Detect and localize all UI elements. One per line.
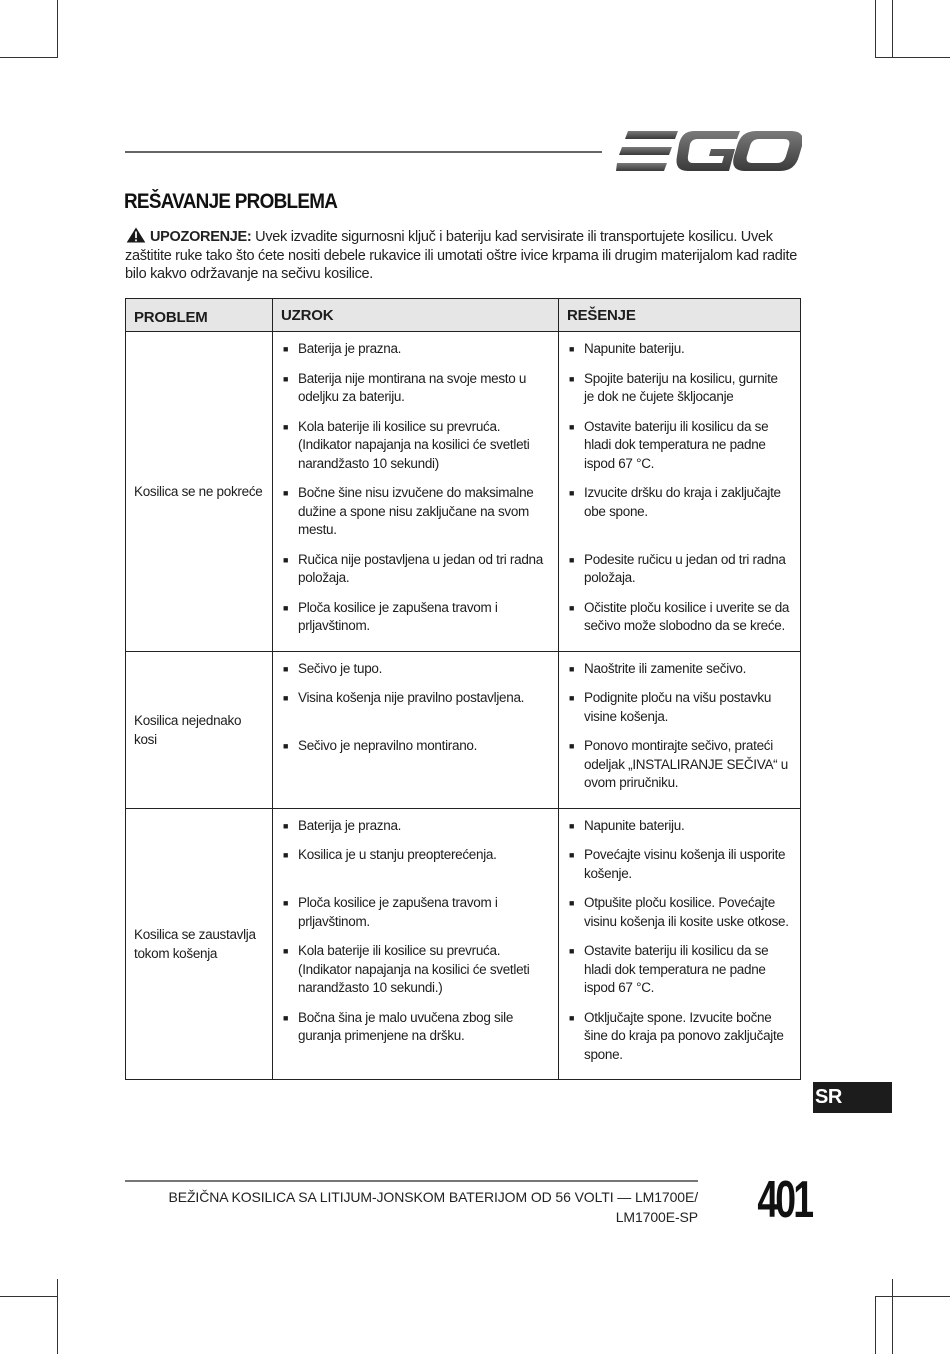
- cause-item: [283, 370, 548, 407]
- crop-mark: [875, 1296, 876, 1354]
- cause-item: [283, 737, 548, 793]
- warning-text: Uvek izvadite sigurnosni ključ i bateriju kad servisirate ili transportujete kosilicu. Uvek zaštitite ruke tako što ćete nositi debele rukavice ili umotati oštre ivice krpama ili drugim materijalom kad radite bilo kakvo održavanje na sečivu kosilice.: [125, 229, 797, 282]
- solution-item: [569, 894, 790, 931]
- cause-text: Sečivo je tupo.: [298, 660, 383, 676]
- square-bullet-icon: ■: [569, 344, 575, 354]
- solution-text: Naoštrite ili zamenite sečivo.: [584, 660, 747, 676]
- solution-item: [569, 551, 790, 588]
- cause-item: [283, 894, 548, 931]
- solution-cell: [559, 651, 801, 808]
- square-bullet-icon: ■: [569, 820, 575, 831]
- solution-item: [569, 942, 790, 998]
- crop-mark: [0, 57, 57, 58]
- cause-item: [283, 689, 548, 726]
- solution-text: Spojite bateriju na kosilicu, gurnite je dok ne čujete škljocanje: [584, 370, 778, 404]
- solution-item: [569, 484, 790, 540]
- solution-item: [569, 817, 790, 836]
- cause-text: Bočne šine nisu izvučene do maksimalne dužine a spone nisu zaključane na svom mestu.: [298, 485, 534, 537]
- solution-text: Podignite ploču na višu postavku visine košenja.: [584, 690, 772, 724]
- solution-item: [569, 1009, 790, 1065]
- solution-text: Napunite bateriju.: [584, 817, 685, 833]
- cause-item: [283, 1009, 548, 1065]
- warning-paragraph: [125, 227, 805, 284]
- problem-cell: Kosilica se zaustavlja tokom košenja: [126, 808, 273, 1080]
- warning-label: UPOZORENJE:: [150, 229, 252, 245]
- solution-item: [569, 370, 790, 407]
- solution-item: [569, 599, 790, 636]
- crop-mark: [875, 1296, 950, 1297]
- solution-text: Povećajte visinu košenja ili usporite košenje.: [584, 847, 786, 881]
- cause-item: [283, 846, 548, 883]
- crop-mark: [57, 1279, 58, 1354]
- cause-cell: [273, 651, 559, 808]
- solution-cell: [559, 808, 801, 1080]
- cause-item: [283, 418, 548, 474]
- square-bullet-icon: ■: [283, 946, 289, 956]
- solution-item: [569, 340, 790, 359]
- solution-text: Izvucite dršku do kraja i zaključajte obe spone.: [584, 485, 781, 519]
- solution-item: [569, 737, 790, 793]
- ego-logo: [616, 128, 802, 174]
- cause-item: [283, 817, 548, 836]
- square-bullet-icon: ■: [569, 421, 575, 432]
- table-body: [126, 332, 801, 1080]
- cause-text: Bočna šina je malo uvučena zbog sile guranja primenjene na dršku.: [298, 1009, 514, 1043]
- header-problem: PROBLEM: [126, 299, 273, 332]
- cause-text: Ručica nije postavljena u jedan od tri radna položaja.: [298, 551, 543, 585]
- solution-cell: [559, 332, 801, 652]
- cause-item: [283, 484, 548, 540]
- header-solution: REŠENJE: [559, 299, 801, 332]
- solution-item: [569, 689, 790, 726]
- square-bullet-icon: ■: [569, 602, 575, 613]
- solution-item: [569, 660, 790, 679]
- square-bullet-icon: ■: [569, 946, 575, 956]
- cause-cell: [273, 332, 559, 652]
- cause-text: Kola baterije ili kosilice su prevruća. (Indikator napajanja na kosilici će svetleti narandžasto 10 sekundi): [298, 418, 530, 471]
- troubleshooting-table: [125, 298, 801, 1080]
- crop-mark: [875, 0, 876, 58]
- square-bullet-icon: ■: [569, 488, 575, 498]
- footer-rule: [125, 1180, 698, 1182]
- square-bullet-icon: ■: [283, 373, 289, 384]
- cause-item: [283, 340, 548, 359]
- crop-mark: [892, 0, 893, 58]
- footer-line-1: BEŽIČNA KOSILICA SA LITIJUM-JONSKOM BATERIJOM OD 56 VOLTI — LM1700E/: [168, 1189, 698, 1205]
- cause-item: [283, 599, 548, 636]
- page-title: REŠAVANJE PROBLEMA: [124, 190, 338, 213]
- cause-cell: [273, 808, 559, 1080]
- cause-text: Ploča kosilice je zapušena travom i prljavštinom.: [298, 895, 498, 929]
- header-cause: UZROK: [273, 299, 559, 332]
- solution-text: Očistite ploču kosilice i uverite se da sečivo može slobodno da se kreće.: [584, 599, 790, 633]
- square-bullet-icon: ■: [283, 820, 289, 831]
- square-bullet-icon: ■: [569, 373, 575, 384]
- square-bullet-icon: ■: [283, 741, 289, 751]
- crop-mark: [0, 1296, 57, 1297]
- square-bullet-icon: ■: [283, 663, 289, 674]
- footer-line-2: LM1700E-SP: [615, 1209, 698, 1225]
- solution-item: [569, 418, 790, 474]
- warning-triangle-icon: [125, 227, 147, 243]
- solution-item: [569, 846, 790, 883]
- cause-text: Kosilica je u stanju preopterećenja.: [298, 847, 497, 862]
- table-row: [126, 808, 801, 1080]
- square-bullet-icon: ■: [569, 663, 575, 674]
- table-row: [126, 651, 801, 808]
- solution-text: Ponovo montirajte sečivo, prateći odeljak „INSTALIRANJE SEČIVA“ u ovom priručniku.: [584, 738, 789, 790]
- page-number: 401: [757, 1171, 812, 1229]
- footer-title: [125, 1187, 698, 1227]
- solution-text: Ostavite bateriju ili kosilicu da se hladi dok temperatura ne padne ispod 67 °C.: [584, 943, 769, 995]
- cause-item: [283, 551, 548, 588]
- problem-cell: Kosilica se ne pokreće: [126, 332, 273, 652]
- table-header-row: [126, 299, 801, 332]
- square-bullet-icon: ■: [569, 554, 575, 565]
- language-tab: SR: [813, 1082, 892, 1113]
- cause-text: Ploča kosilice je zapušena travom i prljavštinom.: [298, 599, 498, 633]
- square-bullet-icon: ■: [283, 554, 289, 565]
- crop-mark: [57, 0, 58, 58]
- solution-text: Otključajte spone. Izvucite bočne šine do kraja pa ponovo zaključajte spone.: [584, 1009, 784, 1062]
- square-bullet-icon: ■: [569, 741, 575, 751]
- problem-cell: Kosilica nejednako kosi: [126, 651, 273, 808]
- square-bullet-icon: ■: [283, 898, 289, 908]
- square-bullet-icon: ■: [283, 1012, 289, 1023]
- solution-text: Otpušite ploču kosilice. Povećajte visinu košenja ili kosite uske otkose.: [584, 895, 789, 929]
- square-bullet-icon: ■: [569, 1012, 575, 1023]
- square-bullet-icon: ■: [283, 488, 289, 498]
- cause-text: Visina košenja nije pravilno postavljena.: [298, 690, 525, 705]
- square-bullet-icon: ■: [283, 850, 289, 860]
- cause-text: Baterija nije montirana na svoje mesto u odeljku za bateriju.: [298, 370, 527, 404]
- cause-text: Baterija je prazna.: [298, 817, 402, 833]
- solution-text: Ostavite bateriju ili kosilicu da se hladi dok temperatura ne padne ispod 67 °C.: [584, 418, 769, 471]
- square-bullet-icon: ■: [283, 602, 289, 613]
- square-bullet-icon: ■: [283, 344, 289, 354]
- square-bullet-icon: ■: [569, 850, 575, 860]
- cause-text: Kola baterije ili kosilice su prevruća. (Indikator napajanja na kosilici će svetleti narandžasto 10 sekundi.): [298, 943, 530, 995]
- header-rule: [125, 151, 602, 153]
- cause-item: [283, 660, 548, 679]
- cause-item: [283, 942, 548, 998]
- crop-mark: [875, 57, 950, 58]
- square-bullet-icon: ■: [569, 693, 575, 703]
- square-bullet-icon: ■: [283, 421, 289, 432]
- crop-mark: [892, 1279, 893, 1354]
- table-row: [126, 332, 801, 652]
- cause-text: Baterija je prazna.: [298, 341, 402, 356]
- solution-text: Podesite ručicu u jedan od tri radna položaja.: [584, 551, 786, 585]
- cause-text: Sečivo je nepravilno montirano.: [298, 738, 478, 753]
- solution-text: Napunite bateriju.: [584, 341, 685, 356]
- square-bullet-icon: ■: [569, 898, 575, 908]
- square-bullet-icon: ■: [283, 693, 289, 703]
